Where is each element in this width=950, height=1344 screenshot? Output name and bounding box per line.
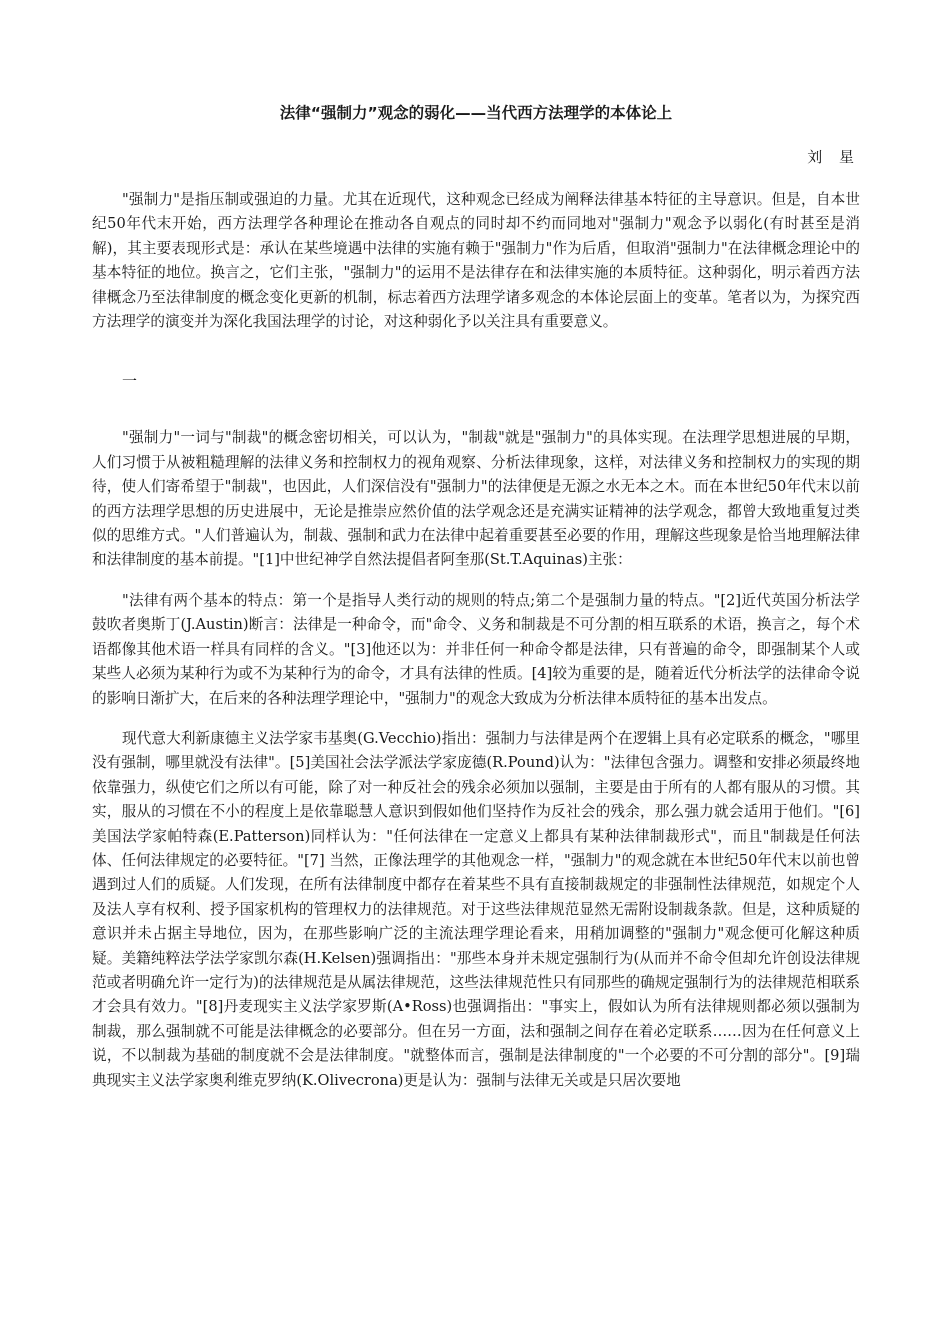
- document-page: [92, 96, 860, 1093]
- paragraph-modern-theories: 现代意大利新康德主义法学家韦基奥(G.Vecchio)指出：强制力与法律是两个在逻辑上具有必定联系的概念，"哪里没有强制，哪里就没有法律"。[5]美国社会法学派法学家庞德(R.Pound)认为："法律包含强力。调整和安排必须最终地依靠强力，纵使它们之所以有可能，除了对一种反社会的残余必须加以强制，主要是由于所有的人都有服从的习惯。其实，服从的习惯在不小的程度上是依靠聪慧人意识到假如他们坚持作为反社会的残余，那么强力就会适用于他们。"[6]美国法学家帕特森(E.Patterson)同样认为："任何法律在一定意义上都具有某种法律制裁形式"，而且"制裁是任何法体、任何法律规定的必要特征。"[7] 当然，正像法理学的其他观念一样，"强制力"的观念就在本世纪50年代末以前也曾遇到过人们的质疑。人们发现，在所有法律制度中都存在着某些不具有直接制裁规定的非强制性法律规范，如规定个人及法人享有权利、授予国家机构的管理权力的法律规范。对于这些法律规范显然无需附设制裁条款。但是，这种质疑的意识并未占据主导地位，因为，在那些影响广泛的主流法理学理论看来，用稍加调整的"强制力"观念便可化解这种质疑。美籍纯粹法学法学家凯尔森(H.Kelsen)强调指出："那些本身并未规定强制行为(从而并不命令但却允许创设法律规范或者明确允许一定行为)的法律规范是从属法律规范，这些法律规范性只有同那些的确规定强制行为的法律规范相联系才会具有效力。"[8]丹麦现实主义法学家罗斯(A•Ross)也强调指出："事实上，假如认为所有法律规则都必须以强制为制裁，那么强制就不可能是法律概念的必要部分。但在另一方面，法和强制之间存在着必定联系……因为在任何意义上说，不以制裁为基础的制度就不会是法律制度。"就整体而言，强制是法律制度的"一个必要的不可分割的部分"。[9]瑞典现实主义法学家奥利维克罗纳(K.Olivecrona)更是认为：强制与法律无关或是只居次要地: [92, 729, 860, 1089]
- section-number: 一: [122, 372, 138, 391]
- document-title: 法律“强制力”观念的弱化——当代西方法理学的本体论上: [279, 104, 673, 122]
- paragraph-aquinas-austin: "法律有两个基本的特点：第一个是指导人类行动的规则的特点;第二个是强制力量的特点。"[2]近代英国分析法学鼓吹者奥斯丁(J.Austin)断言：法律是一种命令，而"命令、义务和制裁是不可分割的相互联系的术语，换言之，每个术语都像其他术语一样具有同样的含义。"[3]他还以为：并非任何一种命令都是法律，只有普遍的命令，即强制某个人或某些人必须为某种行为或不为某种行为的命令，才具有法律的性质。[4]较为重要的是，随着近代分析法学的法律命令说的影响日渐扩大，在后来的各种法理学理论中，"强制力"的观念大致成为分析法律本质特征的基本出发点。: [92, 591, 860, 707]
- paragraph-intro: "强制力"是指压制或强迫的力量。尤其在近现代，这种观念已经成为阐释法律基本特征的主导意识。但是，自本世纪50年代末开始，西方法理学各种理论在推动各自观点的同时却不约而同地对"强制力"观念予以弱化(有时甚至是消解)，其主要表现形式是：承认在某些境遇中法律的实施有赖于"强制力"作为后盾，但取消"强制力"在法律概念理论中的基本特征的地位。换言之，它们主张，"强制力"的运用不是法律存在和法律实施的本质特征。这种弱化，明示着西方法律概念乃至法律制度的概念变化更新的机制，标志着西方法理学诸多观念的本体论层面上的变革。笔者以为，为探究西方法理学的演变并为深化我国法理学的讨论，对这种弱化予以关注具有重要意义。: [92, 191, 860, 331]
- paragraph-coercion-sanction: "强制力"一词与"制裁"的概念密切相关，可以认为，"制裁"就是"强制力"的具体实现。在法理学思想进展的早期，人们习惯于从被粗糙理解的法律义务和控制权力的视角观察、分析法律现象，这样，对法律义务和控制权力的实现的期待，使人们寄希望于"制裁"，也因此，人们深信没有"强制力"的法律便是无源之水无本之木。而在本世纪50年代末以前的西方法理学思想的历史进展中，无论是推崇应然价值的法学观念还是充满实证精神的法学观念，都曾大致地重复过类似的思维方式。"人们普遍认为，制裁、强制和武力在法律中起着重要甚至必要的作用，理解这些现象是恰当地理解法律和法律制度的基本前提。"[1]中世纪神学自然法提倡者阿奎那(St.T.Aquinas)主张：: [92, 429, 860, 569]
- author-name: 刘 星: [807, 148, 860, 166]
